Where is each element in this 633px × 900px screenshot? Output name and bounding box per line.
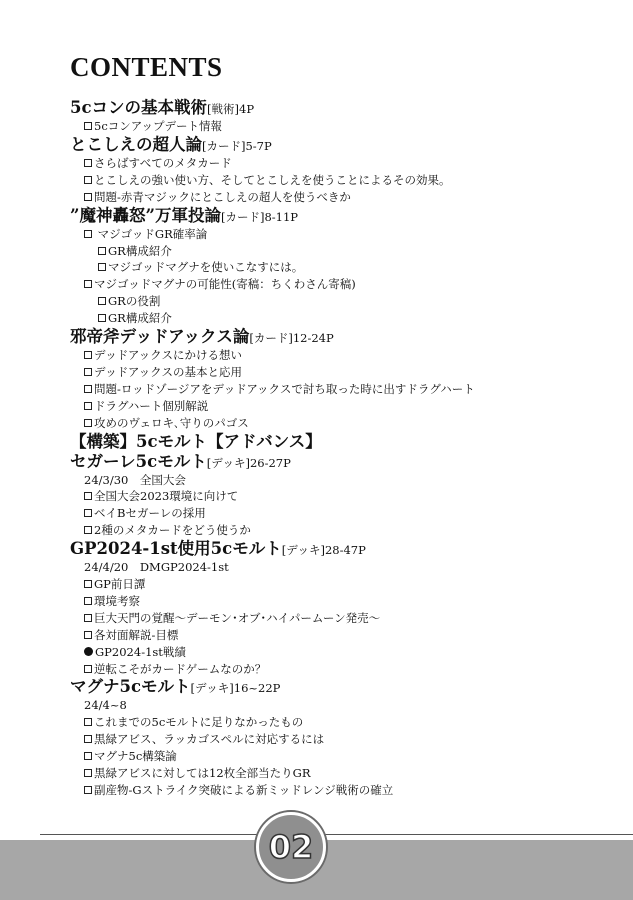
item-text: 全国大会2023環境に向けて <box>94 489 239 504</box>
item-text: 24/4/20 DMGP2024-1st <box>84 560 229 575</box>
section-title: 5cコンの基本戦術 <box>70 98 208 117</box>
checkbox-icon <box>84 419 92 427</box>
toc-item <box>0 226 633 242</box>
item-text: ベイBセガーレの採用 <box>94 506 206 521</box>
toc-item <box>0 593 633 609</box>
item-text: マグナ5c構築論 <box>94 749 177 764</box>
item-text: GP2024-1st戦績 <box>95 644 186 659</box>
checkbox-icon <box>84 526 92 534</box>
checkbox-icon <box>84 176 92 184</box>
section-title: 邪帝斧デッドアックス論 <box>70 327 250 346</box>
checkbox-icon <box>84 193 92 201</box>
toc-item <box>0 276 633 292</box>
toc-item <box>0 697 633 713</box>
toc-item <box>0 293 633 309</box>
toc-item <box>0 644 633 660</box>
toc-item <box>0 488 633 504</box>
toc-item <box>0 576 633 592</box>
item-text: デッドアックスの基本と応用 <box>94 364 243 379</box>
section-title: 【構築】5cモルト【アドバンス】 <box>70 431 322 451</box>
checkbox-icon <box>84 385 92 393</box>
page-number: 02 <box>268 828 314 866</box>
toc-section <box>0 432 633 452</box>
toc-section <box>0 206 633 227</box>
toc-item <box>0 559 633 575</box>
item-text: マジゴッドマグナの可能性(寄稿：ちくわさん寄稿) <box>94 277 356 292</box>
checkbox-icon <box>84 786 92 794</box>
section-tag: [カード]5-7P <box>202 138 272 153</box>
toc-item <box>0 347 633 363</box>
toc-item <box>0 259 633 275</box>
item-text: 逆転こそがカードゲームなのか？ <box>94 661 267 676</box>
item-text: とこしえの強い使い方、そしてとこしえを使うことによるその効果。 <box>94 172 451 187</box>
item-text: さらばすべてのメタカード <box>94 155 232 170</box>
toc-item <box>0 189 633 205</box>
page-title: CONTENTS <box>70 52 223 82</box>
section-tag: [戦術]4P <box>207 102 255 116</box>
checkbox-icon <box>84 769 92 777</box>
footer-rule <box>40 834 633 835</box>
toc-item <box>0 714 633 730</box>
checkbox-icon <box>84 614 92 622</box>
toc-section <box>0 539 633 560</box>
checkbox-icon <box>84 280 92 288</box>
checkbox-icon <box>84 752 92 760</box>
toc-item <box>0 505 633 521</box>
checkbox-icon <box>84 368 92 376</box>
section-tag: [デッキ]28-47P <box>281 543 366 558</box>
item-text: GP前日譚 <box>94 577 146 591</box>
page-number-badge <box>256 812 326 882</box>
toc-item <box>0 627 633 643</box>
toc-item <box>0 118 633 134</box>
section-title: とこしえの超人論 <box>70 134 202 154</box>
toc-section <box>0 327 633 348</box>
item-text: 黒緑アビス、ラッカゴスペルに対応するには <box>94 732 325 747</box>
section-tag: [デッキ]16~22P <box>190 681 281 696</box>
item-text: 巨大天門の覚醒～デーモン･オブ･ハイパームーン発売～ <box>94 610 381 625</box>
checkbox-icon <box>84 735 92 743</box>
toc-item <box>0 765 633 781</box>
item-text: 問題-赤青マジックにとこしえの超人を使うべきか <box>94 189 351 204</box>
item-text: ドラグハート個別解説 <box>94 398 209 413</box>
toc-section <box>0 452 633 473</box>
item-text: 24/3/30 全国大会 <box>84 472 186 487</box>
section-title: GP2024-1st使用5cモルト <box>70 539 282 559</box>
toc-section <box>0 98 633 119</box>
checkbox-icon <box>84 159 92 167</box>
checkbox-icon <box>84 351 92 359</box>
checkbox-icon <box>98 297 106 305</box>
toc-item <box>0 364 633 380</box>
toc-item <box>0 243 633 259</box>
item-text: GR構成紹介 <box>108 243 172 258</box>
toc-item <box>0 782 633 798</box>
item-text: マジゴッドマグナを使いこなすには。 <box>108 260 304 275</box>
item-text: マジゴッドGR確率論 <box>94 226 208 241</box>
item-text: 攻めのヴェロキ､守りのパゴス <box>94 415 249 430</box>
checkbox-icon <box>84 509 92 517</box>
toc-section <box>0 677 633 698</box>
section-tag: [カード]8-11P <box>220 209 299 224</box>
item-text: デッドアックスにかける想い <box>94 348 243 362</box>
toc-item <box>0 155 633 171</box>
toc-item <box>0 661 633 677</box>
toc-item <box>0 731 633 747</box>
toc-item <box>0 310 633 326</box>
item-text: 黒緑アビスに対しては12枚全部当たりGR <box>94 766 311 780</box>
item-text: 問題-ロッドゾージアをデッドアックスで討ち取った時に出すドラグハート <box>94 381 475 396</box>
checkbox-icon <box>98 314 106 322</box>
item-text: 各対面解説-目標 <box>94 627 179 642</box>
toc-section <box>0 135 633 156</box>
checkbox-icon <box>84 492 92 500</box>
item-text: 5cコンアップデート情報 <box>94 119 222 133</box>
section-title: セガーレ5cモルト <box>70 451 207 471</box>
checkbox-icon <box>98 263 106 271</box>
toc-item <box>0 748 633 764</box>
item-text: GR構成紹介 <box>108 311 172 326</box>
section-title: マグナ5cモルト <box>70 677 191 697</box>
item-text: 24/4~8 <box>84 698 127 713</box>
checkbox-icon <box>98 247 106 255</box>
checkbox-icon <box>84 631 92 639</box>
item-text: 環境考察 <box>94 593 140 608</box>
checkbox-icon <box>84 402 92 410</box>
checkbox-icon <box>84 122 92 130</box>
toc-item <box>0 398 633 414</box>
toc-item <box>0 381 633 397</box>
checkbox-icon <box>84 597 92 605</box>
item-text: これまでの5cモルトに足りなかったもの <box>94 715 304 730</box>
item-text: GRの役割 <box>108 294 161 309</box>
checkbox-icon <box>84 718 92 726</box>
toc-item <box>0 472 633 488</box>
toc-item <box>0 522 633 538</box>
item-text: 副産物-Gストライク突破による新ミッドレンジ戦術の確立 <box>94 782 394 797</box>
section-tag: [デッキ]26-27P <box>206 455 291 470</box>
toc-item <box>0 172 633 188</box>
section-title: ”魔神轟怒”万軍投論 <box>70 205 221 225</box>
checkbox-icon <box>84 580 92 588</box>
item-text: 2種のメタカードをどう使うか <box>94 523 251 538</box>
checkbox-icon <box>84 665 92 673</box>
toc-item <box>0 415 633 431</box>
bullet-dot-icon <box>84 647 93 656</box>
toc-item <box>0 610 633 626</box>
section-tag: [カード]12-24P <box>249 331 334 345</box>
checkbox-icon <box>84 230 92 238</box>
